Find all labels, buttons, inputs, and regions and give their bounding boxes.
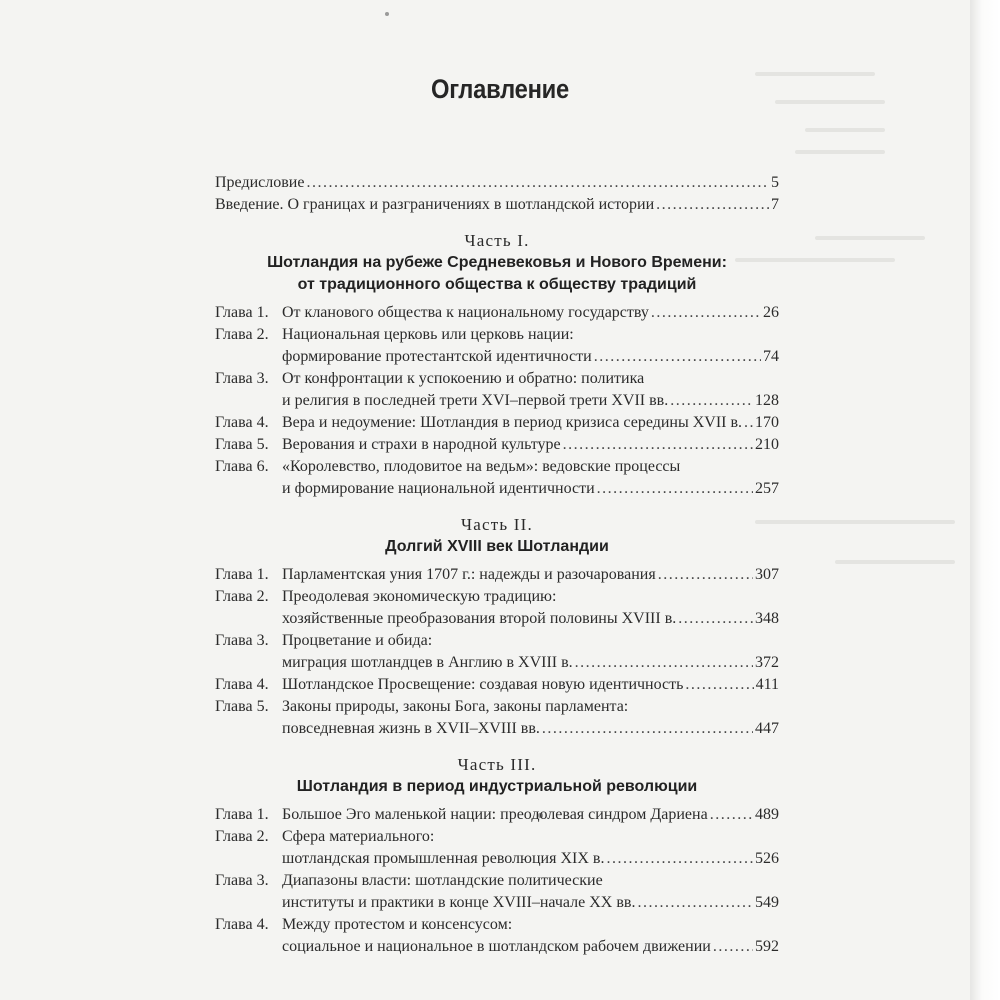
chapter-title: формирование протестантской идентичности [282,348,592,365]
chapter-title: Вера и недоумение: Шотландия в период кризиса середины XVII в. [282,414,743,431]
dot-leader [542,718,753,740]
toc-entry-chapter[interactable] [215,826,779,870]
page-number: 489 [755,806,779,823]
page-number: 74 [763,348,779,365]
dot-leader [670,390,753,412]
chapter-title: шотландская промышленная революция XIX в. [282,850,605,867]
dot-leader [575,652,753,674]
page-number: 372 [755,654,779,671]
chapter-title: и формирование национальной идентичности [282,480,595,497]
part-3-label: Часть III. [457,755,537,774]
page-number: 5 [771,174,779,191]
chapter-title: От кланового общества к национальному государству [282,304,649,321]
chapter-title: Сфера материального: [282,828,435,845]
chapter-label: Глава 6. [215,458,269,475]
chapter-label: Глава 2. [215,588,269,605]
page-number: 26 [763,304,779,321]
chapter-label: Глава 2. [215,828,269,845]
chapter-label: Глава 3. [215,370,269,387]
chapter-title: Преодолевая экономическую традицию: [282,588,557,605]
page-number: 128 [755,392,779,409]
page-number: 307 [755,566,779,583]
toc-entry-chapter[interactable] [215,434,779,456]
chapter-title: и религия в последней трети XVI–первой трети XVII вв. [282,392,669,409]
dot-leader [637,892,753,914]
page-number: 348 [755,610,779,627]
dot-leader [563,434,753,456]
chapter-title: Большое Эго маленькой нации: преодолевая синдром Дариена [282,806,708,823]
chapter-title: Законы природы, законы Бога, законы парламента: [282,698,629,715]
chapter-label: Глава 5. [215,698,269,715]
toc-entry-chapter[interactable] [215,564,779,586]
toc-entry-chapter[interactable] [215,324,779,368]
chapter-title: Шотландское Просвещение: создавая новую идентичность [282,676,684,693]
page-number: 7 [771,196,779,213]
chapter-label: Глава 5. [215,436,269,453]
entry-text: Введение. О границах и разграничениях в шотландской истории [215,196,655,213]
chapter-title: Национальная церковь или церковь нации: [282,326,574,343]
dot-leader [713,936,753,958]
chapter-title: Парламентская уния 1707 г.: надежды и разочарования [282,566,656,583]
part-1-title: Шотландия на рубеже Средневековья и Нового Времени: [267,254,727,271]
chapter-label: Глава 3. [215,872,269,889]
toc-entry-introduction[interactable] [215,194,779,216]
page-number: 411 [755,676,779,693]
part-2-label: Часть II. [461,515,533,534]
chapter-label: Глава 1. [215,566,269,583]
toc-entry-chapter[interactable] [215,630,779,674]
dot-leader [685,674,753,696]
dot-leader [306,172,769,194]
toc-entry-chapter[interactable] [215,586,779,630]
page-title: Оглавление [431,74,569,104]
dot-leader [678,608,753,630]
chapter-title: Между протестом и консенсусом: [282,916,513,933]
toc-entry-chapter[interactable] [215,870,779,914]
toc-entry-chapter[interactable] [215,674,779,696]
dot-leader [606,848,753,870]
toc-entry-chapter[interactable] [215,368,779,412]
part-1-title: от традиционного общества к обществу традиций [297,276,697,293]
page-number: 170 [755,414,779,431]
dot-leader [744,412,753,434]
chapter-title: институты и практики в конце XVIII–начале XX вв. [282,894,636,911]
part-1-label: Часть I. [464,231,530,250]
page-number: 526 [755,850,779,867]
toc-entry-chapter[interactable] [215,914,779,958]
dot-leader [658,564,753,586]
part-3-title: Шотландия в период индустриальной революции [296,778,698,795]
chapter-title: социальное и национальное в шотландском рабочем движении [282,938,711,955]
dot-leader [710,804,753,826]
chapter-label: Глава 4. [215,414,269,431]
toc-entry-chapter[interactable] [215,412,779,434]
chapter-label: Глава 1. [215,304,269,321]
page-number: 257 [755,480,779,497]
chapter-title: хозяйственные преобразования второй половины XVIII в. [282,610,677,627]
page-number: 447 [755,720,779,737]
chapter-title: Процветание и обида: [282,632,433,649]
chapter-label: Глава 4. [215,676,269,693]
part-2-title: Долгий XVIII век Шотландии [385,538,609,555]
page-speck [385,12,389,16]
chapter-title: Верования и страхи в народной культуре [282,436,561,453]
toc-entry-chapter[interactable] [215,456,779,500]
page-edge [970,0,1000,1000]
chapter-title: повседневная жизнь в XVII–XVIII вв. [282,720,540,737]
chapter-label: Глава 1. [215,806,269,823]
toc-entry-preface[interactable] [215,172,779,194]
toc-entry-chapter[interactable] [215,804,779,826]
dot-leader [594,346,761,368]
entry-text: Предисловие [215,174,305,191]
dot-leader [656,194,769,216]
toc-entry-chapter[interactable] [215,696,779,740]
chapter-label: Глава 2. [215,326,269,343]
toc-entry-chapter[interactable] [215,302,779,324]
page-number: 210 [755,436,779,453]
chapter-label: Глава 3. [215,632,269,649]
table-of-contents [215,172,779,958]
chapter-title: миграция шотландцев в Англию в XVIII в. [282,654,573,671]
page-number: 592 [755,938,779,955]
chapter-title: «Королевство, плодовитое на ведьм»: ведовские процессы [282,458,681,475]
dot-leader [597,478,753,500]
chapter-label: Глава 4. [215,916,269,933]
page-number: 549 [755,894,779,911]
chapter-title: От конфронтации к успокоению и обратно: политика [282,370,645,387]
chapter-title: Диапазоны власти: шотландские политические [282,872,603,889]
dot-leader [651,302,761,324]
